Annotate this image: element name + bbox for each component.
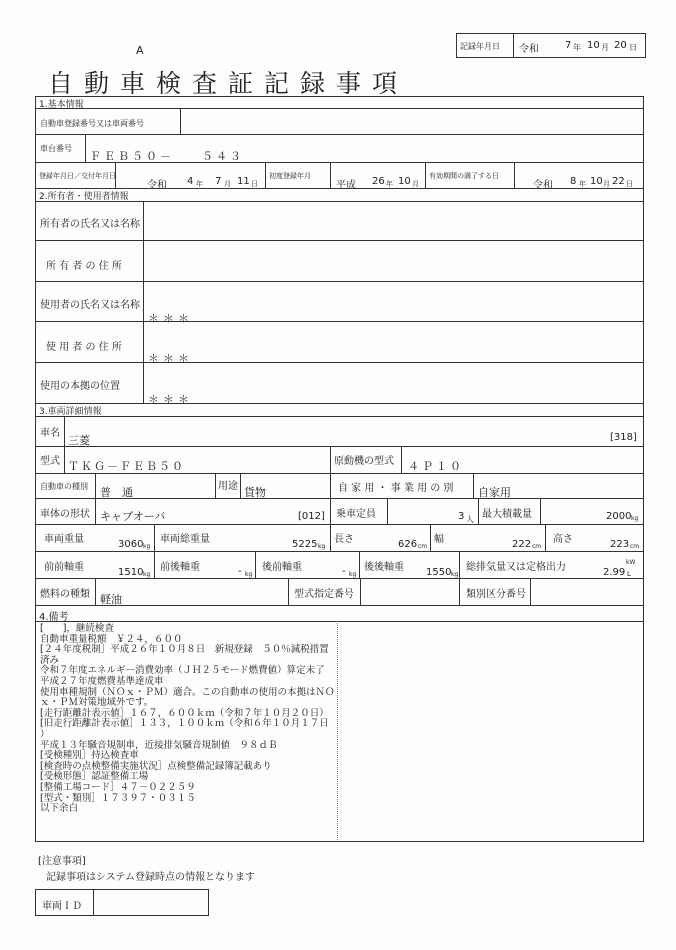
axle-ff-label: 前前軸重 (44, 562, 84, 573)
notes-title: [注意事項] (38, 856, 86, 867)
remarks-line: 令和７年度エネルギー消費効率（ＪＨ２５モード燃費値）算定未了 (40, 665, 325, 677)
remarks-line: [受検種別］持込検査車 (40, 750, 139, 762)
length-value: 626 (398, 539, 418, 550)
vehicle-name-label: 車名 (40, 428, 60, 439)
expiry-day: 22 (612, 176, 625, 187)
kind-value: 普 通 (100, 486, 133, 499)
axle-fr-unit: kg (245, 571, 253, 578)
record-date-month: 10 (587, 40, 600, 51)
engine-value: ４Ｐ１０ (408, 460, 464, 473)
user-address-value: ＊＊＊ (148, 352, 193, 365)
remarks-line: 以下余白 (40, 803, 79, 815)
user-name-value: ＊＊＊ (148, 312, 193, 325)
expiry-year: 8 (570, 176, 577, 187)
axle-rf-unit: kg (349, 571, 357, 578)
max-load-value: 2000 (606, 511, 632, 522)
width-unit: cm (532, 543, 542, 550)
expiry-day-unit: 日 (626, 180, 633, 188)
reg-no-label: 自動車登録番号又は車両番号 (40, 119, 144, 128)
vehicle-name-code: [318] (610, 432, 637, 443)
width-value: 222 (512, 539, 532, 550)
expiry-month-unit: 月 (603, 180, 610, 188)
vehicle-name-value: 三菱 (68, 434, 90, 447)
record-date-year: 7 (565, 40, 572, 51)
remarks-line: [整備工場コード］４７－０２２５９ (40, 781, 196, 793)
remarks-line: ｘ・ＰＭ対策地域外です。 (40, 697, 154, 709)
axle-ff-value: 1510 (118, 567, 144, 578)
remarks-line: 自動車重量税額 ￥２４，６００ (40, 633, 183, 645)
remarks-line: [ ]，継続検査 (40, 623, 114, 634)
remarks-line: 使用車種規制（ＮＯｘ・ＰＭ）適合。この自動車の使用の本拠はＮＯ (40, 686, 335, 698)
section-remarks: 4.備考 (39, 612, 69, 623)
record-date-box (456, 33, 646, 58)
issue-year-unit: 年 (196, 180, 203, 188)
height-unit: cm (630, 543, 640, 550)
axle-rf-value: - (342, 566, 346, 577)
fuel-value: 軽油 (100, 593, 122, 606)
first-reg-month-unit: 月 (412, 180, 419, 188)
user-address-label: 使 用 者 の 住 所 (46, 342, 122, 353)
engine-label: 原動機の型式 (334, 456, 394, 467)
section-basic: 1.基本情報 (39, 100, 84, 110)
axle-rf-label: 後前軸重 (262, 562, 302, 573)
first-reg-year-unit: 年 (386, 180, 393, 188)
remarks-line: ） (40, 728, 50, 740)
remarks-line: 平成１３年騒音規制車，近接排気騒音規制値 ９８ｄＢ (40, 739, 278, 751)
page-mark: A (136, 44, 144, 57)
length-label: 長さ (334, 534, 354, 545)
axle-fr-label: 前後軸重 (160, 562, 200, 573)
record-date-era: 令和 (519, 44, 539, 55)
user-name-label: 使用者の氏名又は名称 (40, 300, 140, 311)
notes-text: 記録事項はシステム登録時点の情報となります (46, 872, 255, 883)
axle-rr-value: 1550 (426, 567, 452, 578)
base-value: ＊＊＊ (148, 393, 193, 406)
max-load-unit: kg (631, 515, 639, 522)
gross-unit: kg (318, 543, 326, 550)
length-unit: cm (418, 543, 428, 550)
displacement-unit: L (627, 570, 631, 578)
section-vehicle: 3.車両詳細情報 (39, 407, 102, 417)
model-value: ＴＫＧ－ＦＥＢ５０ (68, 460, 185, 473)
model-label: 型式 (40, 456, 60, 467)
first-reg-era: 平成 (336, 180, 356, 191)
displacement-value: 2.99 (603, 567, 626, 578)
base-label: 使用の本拠の位置 (40, 381, 120, 392)
use-label: 用途 (218, 481, 238, 492)
owner-address-label: 所 有 者 の 住 所 (46, 261, 122, 272)
record-date-day-unit: 日 (629, 43, 637, 52)
gross-label: 車両総重量 (160, 534, 210, 545)
axle-ff-unit: kg (143, 571, 151, 578)
first-reg-label: 初度登録年月 (269, 172, 311, 180)
chassis-value: ＦＥＢ５０－ ５４３ (90, 150, 244, 163)
issue-date-label: 登録年月日／交付年月日 (39, 172, 116, 180)
weight-label: 車両重量 (44, 534, 84, 545)
remarks-line: 平成２７年度燃費基準達成車 (40, 675, 164, 687)
chassis-label: 車台番号 (40, 144, 72, 153)
remarks-line: [２４年度税制］平成２６年１０月８日 新規登録 ５０％減税措置 (40, 644, 329, 656)
body-label: 車体の形状 (40, 509, 90, 520)
expiry-label: 有効期間の満了する日 (429, 172, 499, 180)
expiry-era: 令和 (533, 180, 553, 191)
record-date-label: 記録年月日 (460, 42, 500, 51)
section-owner: 2.所有者・使用者情報 (39, 192, 129, 202)
remarks-line: [型式・類別］１７３９７・０３１５ (40, 792, 196, 804)
record-date-day: 20 (614, 40, 627, 51)
record-date-year-unit: 年 (573, 43, 581, 52)
remarks-line: [検査時の点検整備実施状況］点検整備記録簿記載あり (40, 760, 272, 772)
issue-month-unit: 月 (224, 180, 231, 188)
remarks-line: [受検形態］認証整備工場 (40, 771, 149, 783)
weight-unit: kg (143, 543, 151, 550)
vehicle-id-label: 車両ＩＤ (42, 901, 82, 912)
weight-value: 3060 (118, 539, 144, 550)
owner-name-label: 所有者の氏名又は名称 (40, 219, 140, 230)
gross-value: 5225 (292, 539, 318, 550)
max-load-label: 最大積載量 (482, 509, 532, 520)
height-label: 高さ (553, 534, 573, 545)
fuel-label: 燃料の種類 (40, 589, 90, 600)
vehicle-id-box (35, 889, 209, 916)
height-value: 223 (610, 539, 630, 550)
capacity-value: 3 (458, 511, 465, 522)
page-title: 自動車検査証記録事項 (48, 69, 409, 98)
remarks-line: 済み (40, 654, 60, 666)
issue-day-unit: 日 (251, 180, 258, 188)
displacement-unit-kw: kW (626, 559, 636, 566)
designation-label: 型式指定番号 (294, 589, 354, 600)
private-value: 自家用 (478, 486, 511, 499)
record-date-month-unit: 月 (601, 43, 609, 52)
first-reg-year: 26 (372, 176, 385, 187)
body-code: [012] (298, 511, 325, 522)
remarks-divider (337, 621, 338, 840)
use-value: 貨物 (244, 486, 266, 499)
capacity-label: 乗車定員 (336, 509, 376, 520)
kind-label: 自動車の種別 (40, 482, 88, 491)
issue-year: 4 (187, 176, 194, 187)
private-label: 自 家 用 ・ 事 業 用 の 別 (338, 483, 454, 494)
remarks-list (40, 624, 335, 815)
capacity-unit: 人 (466, 515, 474, 524)
width-label: 幅 (434, 534, 444, 545)
expiry-year-unit: 年 (579, 180, 586, 188)
remarks-line: [走行距離計表示値］１６７，６００ｋｍ（令和７年１０月２０日） (40, 707, 329, 719)
axle-fr-value: - (238, 566, 242, 577)
body-value: キャブオーバ (100, 510, 166, 523)
category-label: 類別区分番号 (466, 589, 526, 600)
axle-rr-unit: kg (451, 571, 459, 578)
issue-era: 令和 (147, 180, 167, 191)
displacement-label: 総排気量又は定格出力 (466, 562, 566, 573)
axle-rr-label: 後後軸重 (364, 562, 404, 573)
remarks-line: [旧走行距離計表示値］１３３，１００ｋｍ（令和６年１０月１７日 (40, 718, 329, 730)
issue-month: 7 (215, 176, 222, 187)
issue-day: 11 (237, 176, 250, 187)
first-reg-month: 10 (398, 176, 411, 187)
expiry-month: 10 (590, 176, 603, 187)
